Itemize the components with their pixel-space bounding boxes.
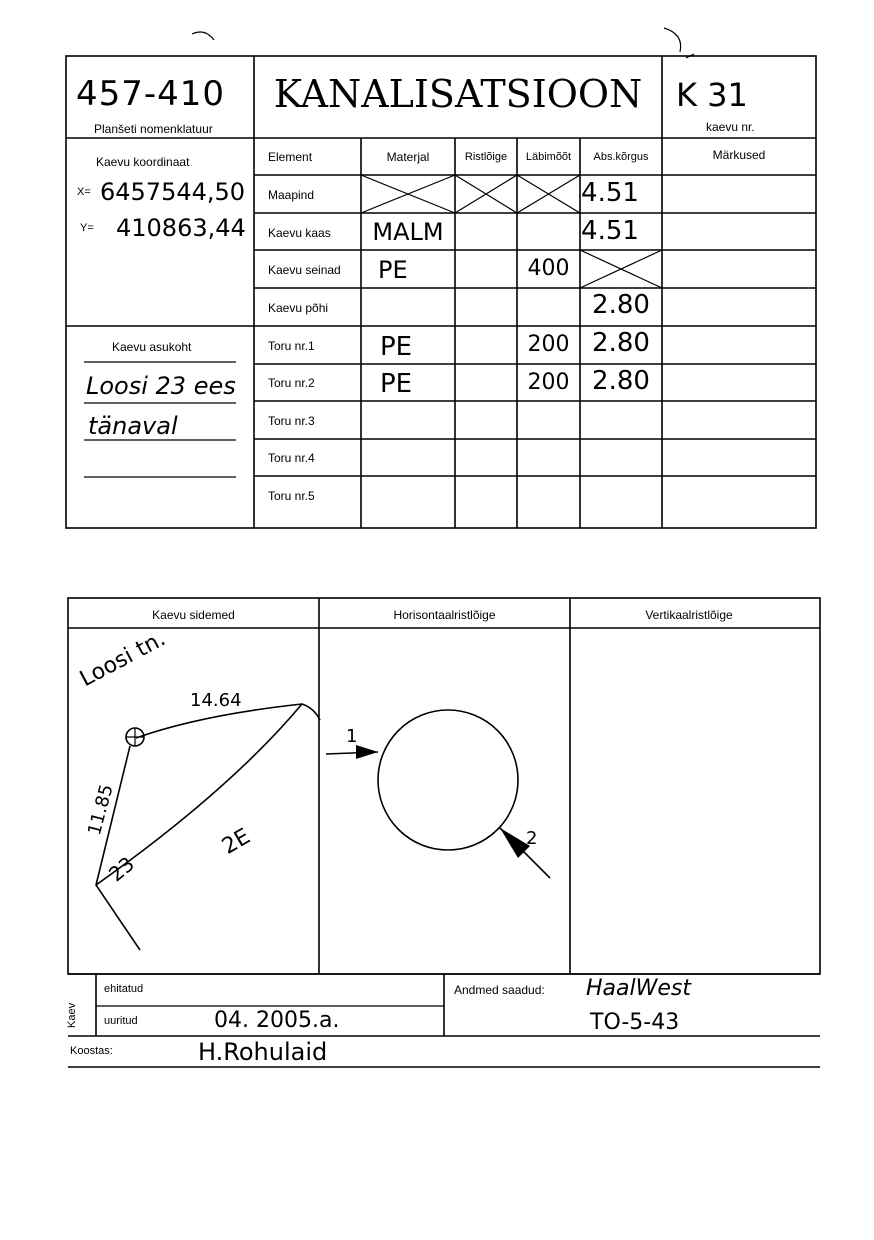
y-coordinate-value: 410863,44 bbox=[116, 214, 246, 242]
col-header-abs-height: Abs.kõrgus bbox=[593, 151, 649, 163]
row-height-value: 4.51 bbox=[581, 178, 639, 208]
vertical-section-header: Vertikaalristlõige bbox=[645, 608, 733, 622]
punch-mark-right bbox=[664, 28, 681, 52]
location-line-1: Loosi 23 ees bbox=[86, 372, 236, 400]
compiled-by-label: Koostas: bbox=[70, 1045, 113, 1057]
nomenclature-label: Planšeti nomenklatuur bbox=[94, 122, 213, 136]
col-header-notes: Märkused bbox=[712, 148, 766, 162]
y-prefix: Y= bbox=[80, 222, 94, 234]
data-source-label: Andmed saadud: bbox=[454, 983, 545, 997]
ties-header: Kaevu sidemed bbox=[152, 608, 235, 622]
horizontal-section bbox=[326, 710, 550, 878]
data-source-reference: TO-5-43 bbox=[590, 1010, 680, 1035]
well-side-label: Kaev bbox=[66, 1002, 78, 1028]
ties-sketch bbox=[96, 704, 320, 950]
x-coordinate-value: 6457544,50 bbox=[100, 178, 246, 206]
row-element-label: Toru nr.5 bbox=[268, 489, 315, 503]
row-element-label: Kaevu põhi bbox=[268, 301, 329, 315]
row-diameter-value: 200 bbox=[527, 370, 570, 395]
pipe-1-label: 1 bbox=[346, 726, 358, 747]
data-source-company: HaalWest bbox=[586, 976, 691, 1001]
surveyed-date: 04. 2005.a. bbox=[214, 1008, 340, 1033]
well-number-label: kaevu nr. bbox=[706, 120, 755, 134]
col-header-material: Materjal bbox=[386, 150, 430, 164]
row-diameter-value: 200 bbox=[527, 332, 570, 357]
compiled-by-name: H.Rohulaid bbox=[198, 1038, 328, 1066]
distance-left: 11.85 bbox=[84, 782, 118, 838]
row-element-label: Kaevu kaas bbox=[268, 226, 331, 240]
nomenclature-value: 457-410 bbox=[76, 74, 226, 114]
row-element-label: Toru nr.1 bbox=[268, 339, 315, 353]
row-element-label: Kaevu seinad bbox=[268, 263, 341, 277]
row-height-value: 4.51 bbox=[581, 216, 639, 246]
coordinates-label: Kaevu koordinaat bbox=[96, 155, 190, 169]
built-label: ehitatud bbox=[104, 983, 144, 995]
horizontal-section-header: Horisontaalristlõige bbox=[393, 608, 496, 622]
col-header-diameter: Läbimõõt bbox=[525, 151, 572, 163]
street-label: Loosi tn. bbox=[76, 626, 170, 693]
form-title: KANALISATSIOON bbox=[273, 72, 643, 116]
building-label: 2E bbox=[218, 824, 255, 860]
location-line-2: tänaval bbox=[88, 412, 178, 440]
location-label: Kaevu asukoht bbox=[112, 340, 192, 354]
pipe-2-label: 2 bbox=[526, 828, 538, 849]
well-number-value: K 31 bbox=[676, 76, 748, 114]
row-material-value: PE bbox=[380, 332, 413, 362]
row-element-label: Toru nr.4 bbox=[268, 451, 315, 465]
row-material-value: MALM bbox=[372, 218, 444, 246]
col-header-cross-section: Ristlõige bbox=[464, 151, 508, 163]
house-number: 23 bbox=[104, 851, 139, 887]
row-material-value: PE bbox=[378, 256, 408, 284]
distance-top: 14.64 bbox=[190, 690, 242, 711]
row-diameter-value: 400 bbox=[527, 256, 570, 281]
row-material-value: PE bbox=[380, 369, 413, 399]
col-header-element: Element bbox=[268, 150, 313, 164]
sketch-frame bbox=[68, 598, 820, 974]
row-height-value: 2.80 bbox=[592, 328, 650, 358]
row-element-label: Toru nr.3 bbox=[268, 414, 315, 428]
surveyed-label: uuritud bbox=[104, 1015, 138, 1027]
punch-mark-left bbox=[192, 32, 214, 40]
row-element-label: Maapind bbox=[268, 188, 315, 202]
row-height-value: 2.80 bbox=[592, 366, 650, 396]
row-height-value: 2.80 bbox=[592, 290, 650, 320]
x-prefix: X= bbox=[77, 186, 91, 198]
row-element-label: Toru nr.2 bbox=[268, 376, 315, 390]
